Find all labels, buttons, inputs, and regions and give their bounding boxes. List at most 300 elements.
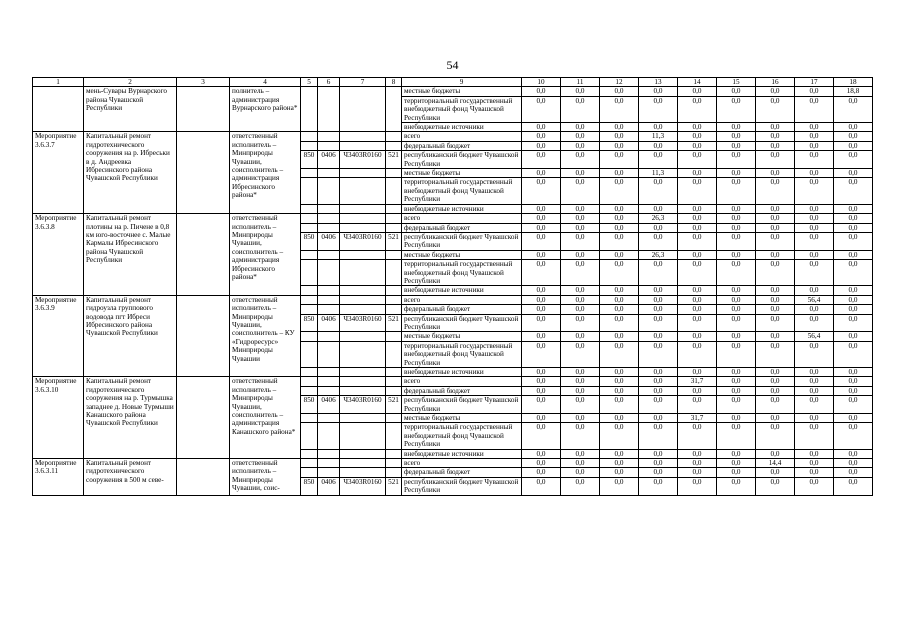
value-cell: 0,0: [600, 151, 639, 169]
code-cell: [386, 459, 402, 468]
code-cell: [340, 295, 386, 304]
column-number-cell: 3: [177, 78, 230, 87]
code-cell: [386, 87, 402, 132]
code-cell: [386, 178, 402, 204]
code-cell: [301, 377, 318, 386]
value-cell: 0,0: [522, 377, 561, 386]
value-cell: 0,0: [522, 178, 561, 204]
value-cell: 0,0: [561, 332, 600, 341]
value-cell: 0,0: [561, 250, 600, 259]
value-cell: 0,0: [600, 232, 639, 250]
value-cell: 0,0: [678, 260, 717, 286]
value-cell: 0,0: [561, 123, 600, 132]
value-cell: 0,0: [561, 214, 600, 223]
column-number-cell: 7: [340, 78, 386, 87]
vr-cell: 521: [386, 477, 402, 495]
value-cell: 0,0: [639, 396, 678, 414]
value-cell: 0,0: [678, 386, 717, 395]
csr-cell: Ч3403R0160: [340, 151, 386, 169]
value-cell: 0,0: [639, 286, 678, 295]
funding-source-cell: федеральный бюджет: [402, 223, 522, 232]
value-cell: 0,0: [834, 368, 873, 377]
value-cell: 0,0: [639, 123, 678, 132]
value-cell: 0,0: [834, 468, 873, 477]
code-cell: [386, 468, 402, 477]
value-cell: 0,0: [717, 332, 756, 341]
value-cell: 0,0: [717, 341, 756, 367]
value-cell: 0,0: [600, 396, 639, 414]
value-cell: 0,0: [678, 368, 717, 377]
code-cell: [301, 368, 318, 377]
funding-source-cell: внебюджетные источники: [402, 204, 522, 213]
value-cell: 0,0: [600, 223, 639, 232]
value-cell: 0,0: [561, 459, 600, 468]
code-cell: [386, 223, 402, 232]
value-cell: 0,0: [600, 477, 639, 495]
value-cell: 0,0: [717, 449, 756, 458]
code-cell: [318, 250, 340, 259]
value-cell: 0,0: [834, 260, 873, 286]
value-cell: 0,0: [561, 314, 600, 332]
measure-label-cell: Мероприятие 3.6.3.11: [33, 459, 84, 496]
value-cell: 0,0: [795, 386, 834, 395]
value-cell: 0,0: [522, 423, 561, 449]
measure-name-cell: мень-Сувары Вурнарского района Чувашской Республики: [84, 87, 177, 132]
code-cell: [340, 423, 386, 449]
value-cell: 0,0: [834, 386, 873, 395]
code-cell: [386, 341, 402, 367]
code-cell: [301, 250, 318, 259]
value-cell: 0,0: [717, 132, 756, 141]
value-cell: 0,0: [795, 368, 834, 377]
value-cell: 0,0: [717, 459, 756, 468]
value-cell: 0,0: [717, 305, 756, 314]
value-cell: 0,0: [756, 260, 795, 286]
code-cell: [386, 132, 402, 141]
value-cell: 0,0: [600, 169, 639, 178]
measure-name-cell: Капитальный ремонт плотины на р. Пичене в 0,8 км юго-восточнее с. Малые Кармалы Ибресинского района Чувашской Республики: [84, 214, 177, 296]
value-cell: 0,0: [522, 214, 561, 223]
value-cell: 0,0: [756, 141, 795, 150]
funding-table: [32, 77, 873, 496]
code-cell: [301, 295, 318, 304]
value-cell: 0,0: [717, 386, 756, 395]
funding-source-cell: внебюджетные источники: [402, 449, 522, 458]
value-cell: 0,0: [834, 178, 873, 204]
value-cell: 0,0: [678, 123, 717, 132]
value-cell: 0,0: [756, 449, 795, 458]
value-cell: 0,0: [639, 305, 678, 314]
value-cell: 0,0: [717, 232, 756, 250]
value-cell: 26,3: [639, 250, 678, 259]
code-cell: [340, 459, 386, 468]
value-cell: 0,0: [717, 314, 756, 332]
value-cell: 0,0: [561, 223, 600, 232]
executor-cell: ответственный исполнитель – Минприроды Чувашии, соисполнитель – КУ «Гидроресурс» Минприроды Чувашии: [230, 295, 301, 377]
value-cell: 0,0: [756, 178, 795, 204]
code-cell: [340, 305, 386, 314]
table-row: [33, 377, 873, 386]
value-cell: 0,0: [834, 214, 873, 223]
code-cell: [386, 260, 402, 286]
vr-cell: 521: [386, 232, 402, 250]
value-cell: 0,0: [522, 468, 561, 477]
column-number-cell: 11: [561, 78, 600, 87]
value-cell: 0,0: [561, 341, 600, 367]
value-cell: 0,0: [678, 468, 717, 477]
value-cell: 0,0: [639, 223, 678, 232]
value-cell: 0,0: [717, 204, 756, 213]
value-cell: 0,0: [717, 377, 756, 386]
value-cell: 0,0: [639, 141, 678, 150]
executor-cell: ответственный исполнитель – Минприроды Чувашии, соис-: [230, 459, 301, 496]
value-cell: 0,0: [756, 414, 795, 423]
value-cell: 0,0: [717, 250, 756, 259]
table-row: [33, 214, 873, 223]
value-cell: 0,0: [834, 204, 873, 213]
value-cell: 0,0: [678, 223, 717, 232]
value-cell: 0,0: [522, 260, 561, 286]
value-cell: 0,0: [639, 423, 678, 449]
value-cell: 0,0: [678, 178, 717, 204]
value-cell: 0,0: [600, 260, 639, 286]
funding-source-cell: республиканский бюджет Чувашской Республики: [402, 232, 522, 250]
value-cell: 0,0: [678, 332, 717, 341]
value-cell: 0,0: [795, 96, 834, 122]
value-cell: 0,0: [795, 449, 834, 458]
empty-cell: [177, 132, 230, 214]
code-cell: [301, 204, 318, 213]
measure-name-cell: Капитальный ремонт гидротехнического сооружения на р. Турмышка западнее д. Новые Турмыши Канашского района Чувашской Республики: [84, 377, 177, 459]
vr-cell: 521: [386, 314, 402, 332]
value-cell: 0,0: [600, 214, 639, 223]
value-cell: 0,0: [678, 286, 717, 295]
funding-source-cell: внебюджетные источники: [402, 368, 522, 377]
value-cell: 0,0: [717, 396, 756, 414]
code-cell: [386, 332, 402, 341]
value-cell: 0,0: [639, 459, 678, 468]
empty-cell: [177, 295, 230, 377]
code-cell: [301, 214, 318, 223]
value-cell: 0,0: [639, 368, 678, 377]
value-cell: 0,0: [639, 377, 678, 386]
code-cell: [318, 449, 340, 458]
code-cell: [386, 368, 402, 377]
value-cell: 0,0: [795, 232, 834, 250]
code-cell: [386, 386, 402, 395]
value-cell: 0,0: [561, 414, 600, 423]
column-number-cell: 14: [678, 78, 717, 87]
value-cell: 0,0: [600, 295, 639, 304]
value-cell: 0,0: [639, 151, 678, 169]
value-cell: 0,0: [717, 286, 756, 295]
value-cell: 0,0: [522, 386, 561, 395]
csr-cell: Ч3403R0160: [340, 477, 386, 495]
value-cell: 0,0: [522, 169, 561, 178]
value-cell: 0,0: [834, 414, 873, 423]
measure-label-cell: [33, 87, 84, 132]
measure-label-cell: Мероприятие 3.6.3.9: [33, 295, 84, 377]
value-cell: 0,0: [678, 396, 717, 414]
value-cell: 0,0: [561, 468, 600, 477]
value-cell: 56,4: [795, 295, 834, 304]
funding-source-cell: местные бюджеты: [402, 332, 522, 341]
value-cell: 0,0: [795, 204, 834, 213]
code-cell: [301, 260, 318, 286]
code-cell: [301, 305, 318, 314]
value-cell: 0,0: [639, 260, 678, 286]
value-cell: 0,0: [717, 169, 756, 178]
funding-source-cell: территориальный государственный внебюджетный фонд Чувашской Республики: [402, 260, 522, 286]
code-cell: [340, 449, 386, 458]
vr-cell: 521: [386, 151, 402, 169]
funding-source-cell: всего: [402, 459, 522, 468]
value-cell: 0,0: [756, 169, 795, 178]
funding-source-cell: всего: [402, 295, 522, 304]
code-cell: [301, 178, 318, 204]
value-cell: 0,0: [600, 468, 639, 477]
value-cell: 0,0: [561, 169, 600, 178]
executor-cell: полнитель – администрация Вурнарского района*: [230, 87, 301, 132]
code-cell: [386, 449, 402, 458]
column-number-cell: 13: [639, 78, 678, 87]
executor-cell: ответственный исполнитель – Минприроды Чувашии, соисполнитель – администрация Ибресинского района*: [230, 214, 301, 296]
value-cell: 0,0: [756, 214, 795, 223]
code-cell: [301, 87, 318, 132]
value-cell: 0,0: [600, 449, 639, 458]
page-number: 54: [446, 58, 459, 72]
value-cell: 0,0: [756, 377, 795, 386]
value-cell: 0,0: [756, 295, 795, 304]
code-cell: [386, 377, 402, 386]
value-cell: 0,0: [600, 178, 639, 204]
column-number-cell: 18: [834, 78, 873, 87]
value-cell: 0,0: [522, 459, 561, 468]
value-cell: 0,0: [678, 449, 717, 458]
value-cell: 0,0: [795, 477, 834, 495]
value-cell: 0,0: [600, 141, 639, 150]
value-cell: 0,0: [639, 204, 678, 213]
table-row: [33, 132, 873, 141]
value-cell: 0,0: [600, 377, 639, 386]
value-cell: 0,0: [717, 368, 756, 377]
measure-name-cell: Капитальный ремонт гидротехнического сооружения на р. Ибреськи в д. Андреевка Ибресинского района Чувашской Республики: [84, 132, 177, 214]
value-cell: 0,0: [717, 123, 756, 132]
value-cell: 0,0: [834, 449, 873, 458]
value-cell: 0,0: [561, 151, 600, 169]
value-cell: 0,0: [717, 178, 756, 204]
code-cell: [318, 286, 340, 295]
funding-source-cell: республиканский бюджет Чувашской Республики: [402, 151, 522, 169]
value-cell: 0,0: [717, 468, 756, 477]
value-cell: 0,0: [561, 87, 600, 96]
executor-cell: ответственный исполнитель – Минприроды Чувашии, соисполнитель – администрация Ибресинского района*: [230, 132, 301, 214]
table-row: [33, 295, 873, 304]
code-cell: [318, 305, 340, 314]
code-cell: [318, 341, 340, 367]
code-cell: [340, 178, 386, 204]
code-cell: [318, 178, 340, 204]
value-cell: 0,0: [756, 96, 795, 122]
code-cell: [340, 223, 386, 232]
value-cell: 0,0: [639, 295, 678, 304]
column-number-row: [33, 78, 873, 87]
value-cell: 0,0: [561, 141, 600, 150]
code-cell: [340, 214, 386, 223]
funding-source-cell: федеральный бюджет: [402, 386, 522, 395]
value-cell: 0,0: [678, 96, 717, 122]
code-cell: [386, 414, 402, 423]
value-cell: 0,0: [600, 286, 639, 295]
value-cell: 0,0: [639, 232, 678, 250]
value-cell: 0,0: [795, 132, 834, 141]
code-cell: [318, 468, 340, 477]
value-cell: 0,0: [561, 396, 600, 414]
value-cell: 0,0: [795, 123, 834, 132]
rzpr-cell: 0406: [318, 151, 340, 169]
value-cell: 0,0: [678, 151, 717, 169]
value-cell: 0,0: [756, 232, 795, 250]
value-cell: 0,0: [600, 87, 639, 96]
value-cell: 0,0: [522, 477, 561, 495]
value-cell: 18,8: [834, 87, 873, 96]
value-cell: 0,0: [678, 232, 717, 250]
value-cell: 0,0: [795, 396, 834, 414]
grbs-cell: 850: [301, 314, 318, 332]
value-cell: 0,0: [678, 314, 717, 332]
value-cell: 0,0: [795, 286, 834, 295]
value-cell: 0,0: [717, 295, 756, 304]
code-cell: [340, 87, 386, 132]
value-cell: 0,0: [795, 260, 834, 286]
value-cell: 0,0: [834, 250, 873, 259]
empty-cell: [177, 87, 230, 132]
column-number-cell: 5: [301, 78, 318, 87]
grbs-cell: 850: [301, 477, 318, 495]
measure-name-cell: Капитальный ремонт гидротехнического сооружения в 500 м севе-: [84, 459, 177, 496]
value-cell: 0,0: [522, 96, 561, 122]
funding-source-cell: республиканский бюджет Чувашской Республики: [402, 396, 522, 414]
rzpr-cell: 0406: [318, 477, 340, 495]
code-cell: [318, 332, 340, 341]
code-cell: [301, 132, 318, 141]
vr-cell: 521: [386, 396, 402, 414]
value-cell: 0,0: [834, 151, 873, 169]
funding-source-cell: всего: [402, 377, 522, 386]
funding-source-cell: местные бюджеты: [402, 87, 522, 96]
value-cell: 0,0: [522, 341, 561, 367]
code-cell: [386, 214, 402, 223]
code-cell: [340, 341, 386, 367]
value-cell: 0,0: [834, 459, 873, 468]
code-cell: [301, 332, 318, 341]
value-cell: 0,0: [600, 341, 639, 367]
value-cell: 0,0: [678, 423, 717, 449]
value-cell: 0,0: [717, 477, 756, 495]
code-cell: [318, 368, 340, 377]
value-cell: 0,0: [795, 87, 834, 96]
value-cell: 0,0: [561, 449, 600, 458]
empty-cell: [177, 459, 230, 496]
measure-label-cell: Мероприятие 3.6.3.10: [33, 377, 84, 459]
code-cell: [301, 223, 318, 232]
value-cell: 0,0: [600, 386, 639, 395]
code-cell: [386, 169, 402, 178]
value-cell: 0,0: [834, 423, 873, 449]
value-cell: 0,0: [600, 332, 639, 341]
code-cell: [318, 459, 340, 468]
value-cell: 0,0: [639, 96, 678, 122]
value-cell: 0,0: [561, 477, 600, 495]
measure-name-cell: Капитальный ремонт гидроузла группового водовода пгт Ибреси Ибресинского района Чувашской Республики: [84, 295, 177, 377]
csr-cell: Ч3403R0160: [340, 396, 386, 414]
funding-source-cell: территориальный государственный внебюджетный фонд Чувашской Республики: [402, 178, 522, 204]
value-cell: 0,0: [756, 123, 795, 132]
rzpr-cell: 0406: [318, 232, 340, 250]
funding-source-cell: внебюджетные источники: [402, 286, 522, 295]
value-cell: 0,0: [834, 295, 873, 304]
value-cell: 0,0: [717, 214, 756, 223]
value-cell: 0,0: [561, 305, 600, 314]
grbs-cell: 850: [301, 396, 318, 414]
value-cell: 0,0: [600, 459, 639, 468]
value-cell: 0,0: [522, 332, 561, 341]
value-cell: 0,0: [678, 341, 717, 367]
value-cell: 0,0: [561, 368, 600, 377]
value-cell: 0,0: [756, 132, 795, 141]
value-cell: 0,0: [834, 396, 873, 414]
code-cell: [301, 386, 318, 395]
value-cell: 0,0: [561, 377, 600, 386]
code-cell: [318, 204, 340, 213]
code-cell: [386, 423, 402, 449]
value-cell: 0,0: [756, 305, 795, 314]
value-cell: 0,0: [522, 151, 561, 169]
code-cell: [318, 386, 340, 395]
value-cell: 0,0: [717, 260, 756, 286]
value-cell: 26,3: [639, 214, 678, 223]
code-cell: [318, 214, 340, 223]
value-cell: 0,0: [600, 414, 639, 423]
value-cell: 0,0: [639, 414, 678, 423]
value-cell: 0,0: [756, 332, 795, 341]
value-cell: 0,0: [756, 314, 795, 332]
value-cell: 14,4: [756, 459, 795, 468]
code-cell: [340, 414, 386, 423]
code-cell: [318, 423, 340, 449]
code-cell: [318, 87, 340, 132]
value-cell: 0,0: [678, 250, 717, 259]
value-cell: 0,0: [756, 368, 795, 377]
value-cell: 0,0: [639, 449, 678, 458]
code-cell: [318, 223, 340, 232]
value-cell: 0,0: [678, 305, 717, 314]
value-cell: 0,0: [561, 132, 600, 141]
value-cell: 0,0: [834, 305, 873, 314]
value-cell: 0,0: [522, 87, 561, 96]
value-cell: 0,0: [795, 223, 834, 232]
value-cell: 0,0: [522, 305, 561, 314]
funding-source-cell: территориальный государственный внебюджетный фонд Чувашской Республики: [402, 96, 522, 122]
value-cell: 0,0: [561, 295, 600, 304]
grbs-cell: 850: [301, 151, 318, 169]
value-cell: 0,0: [561, 286, 600, 295]
value-cell: 0,0: [522, 286, 561, 295]
value-cell: 0,0: [795, 151, 834, 169]
value-cell: 0,0: [522, 223, 561, 232]
code-cell: [301, 341, 318, 367]
value-cell: 0,0: [678, 132, 717, 141]
